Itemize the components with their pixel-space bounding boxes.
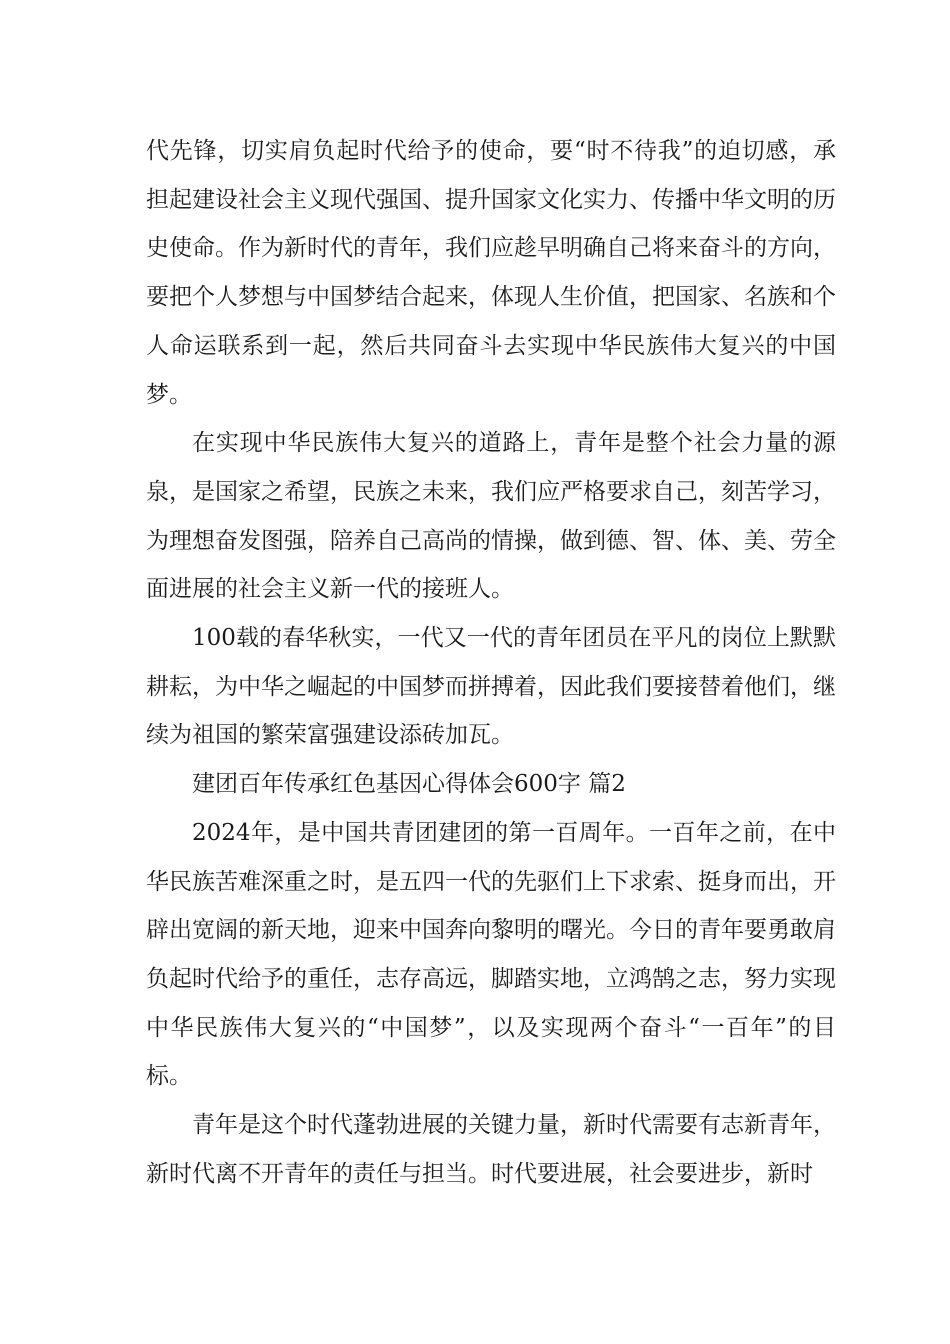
paragraph: 2024年，是中国共青团建团的第一百周年。一百年之前，在中华民族苦难深重之时，是五四一代的先驱们上下求索、挺身而出，开辟出宽阔的新天地，迎来中国奔向黎明的曙光。今日的青年要勇敢肩负起时代给予的重任，志存高远，脚踏实地，立鸿鹄之志，努力实现中华民族伟大复兴的“中国梦”，以及实现两个奋斗“一百年”的目标。 (146, 819, 836, 1090)
paragraph: 在实现中华民族伟大复兴的道路上，青年是整个社会力量的源泉，是国家之希望，民族之未来，我们应严格要求自己，刻苦学习，为理想奋发图强，陪养自己高尚的情操，做到德、智、体、美、劳全面进展的社会主义新一代的接班人。 (146, 430, 836, 603)
paragraph: 青年是这个时代蓬勃进展的关键力量，新时代需要有志新青年，新时代离不开青年的责任与担当。时代要进展，社会要进步，新时 (146, 1112, 836, 1187)
body-text (146, 127, 836, 1198)
paragraph: 100载的春华秋实，一代又一代的青年团员在平凡的岗位上默默耕耘，为中华之崛起的中国梦而拼搏着，因此我们要接替着他们，继续为祖国的繁荣富强建设添砖加瓦。 (146, 625, 836, 749)
section-heading: 建团百年传承红色基因心得体会600字 篇2 (192, 771, 626, 798)
paragraph-continuation: 代先锋，切实肩负起时代给予的使命，要“时不待我”的迫切感，承担起建设社会主义现代强国、提升国家文化实力、传播中华文明的历史使命。作为新时代的青年，我们应趁早明确自己将来奋斗的方向，要把个人梦想与中国梦结合起来，体现人生价值，把国家、名族和个人命运联系到一起，然后共同奋斗去实现中华民族伟大复兴的中国梦。 (146, 138, 836, 408)
